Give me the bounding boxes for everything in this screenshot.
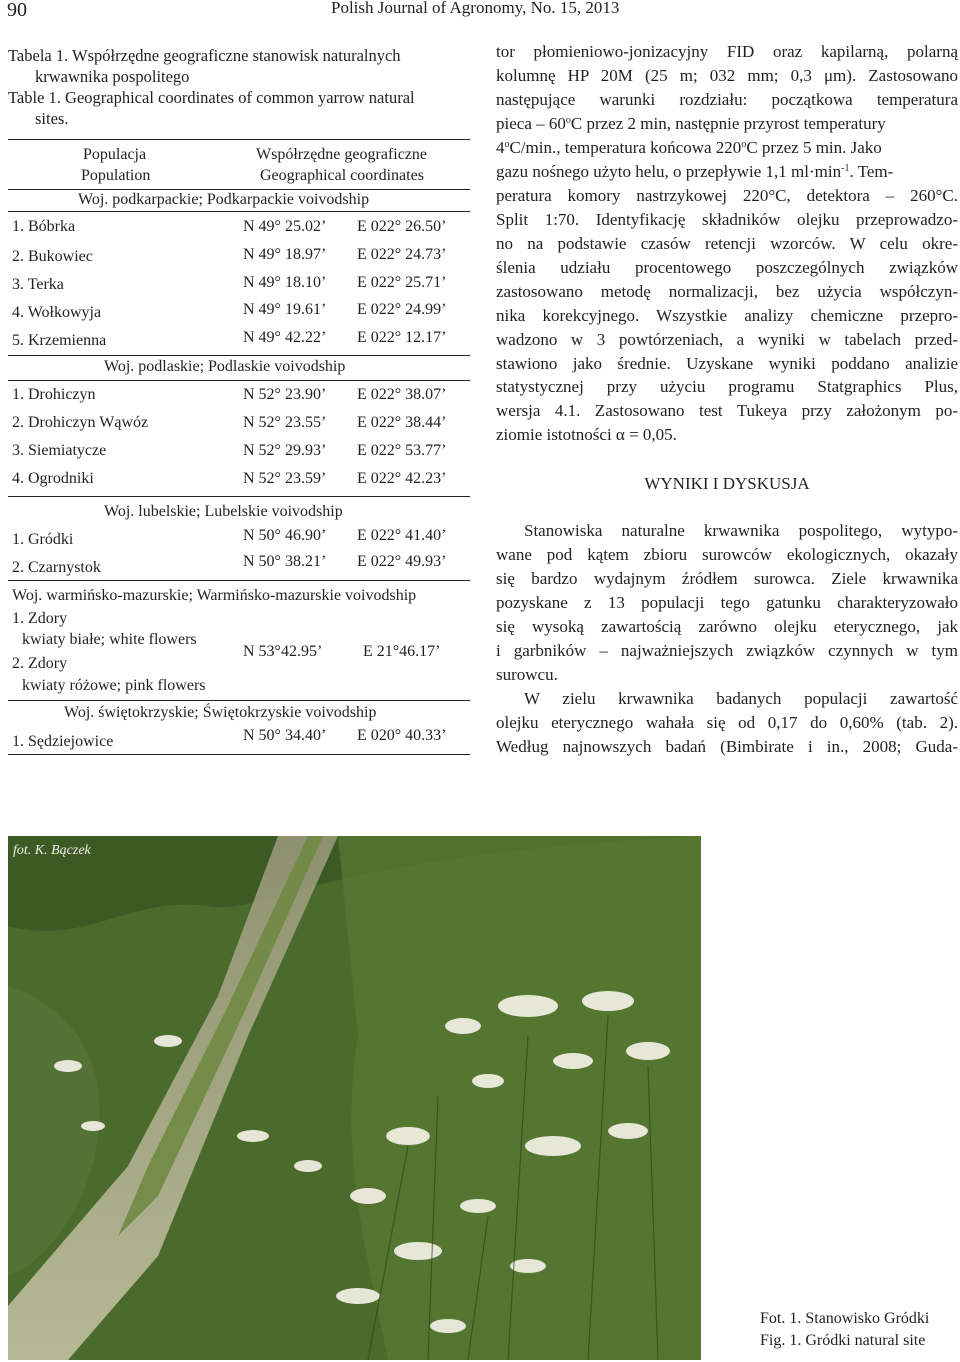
group-title-lubelskie: Woj. lubelskie; Lubelskie voivodship: [104, 503, 343, 520]
text-line: peratura komory nastrzykowej 220°C, detektora – 260°C.: [496, 186, 958, 205]
group-rule: [8, 380, 470, 381]
text-line: następujące warunki rozdziału: początkowa temperatura: [496, 90, 958, 109]
group-rule: [8, 211, 470, 212]
table-row-lon: E 022° 38.07’: [357, 386, 447, 403]
table-row-lat: N 52° 23.90’: [243, 386, 327, 403]
table-row-lat: N 50° 38.21’: [243, 553, 327, 570]
table-row-site: 2. Czarnystok: [12, 559, 101, 576]
table-row-lon: E 022° 12.17’: [357, 329, 447, 346]
journal-title: Polish Journal of Agronomy, No. 15, 2013: [331, 0, 620, 17]
table-caption-en-line2: sites.: [35, 109, 69, 128]
page-number: 90: [7, 0, 27, 21]
table-caption-pl-line2: krwawnika pospolitego: [35, 67, 190, 86]
table-row-site: 1. Gródki: [12, 531, 74, 548]
table-row-lon: E 022° 24.99’: [357, 301, 447, 318]
table-row-site: 2. Drohiczyn Wąwóz: [12, 414, 149, 431]
text-line: 4$^o$C/min., temperatura końcowa 220$^o$C przez 5 min. Jako: [496, 138, 882, 157]
text-line: statystycznej przy użyciu programu Statgraphics Plus,: [496, 377, 958, 396]
group-title-podlaskie: Woj. podlaskie; Podlaskie voivodship: [104, 358, 346, 375]
table-row-lon: E 022° 24.73’: [357, 246, 447, 263]
table-row-lat: N 52° 29.93’: [243, 442, 327, 459]
table-row-lat: N 49° 42.22’: [243, 329, 327, 346]
table-row-lon: E 022° 41.40’: [357, 527, 447, 544]
table-row-site: 3. Terka: [12, 276, 64, 293]
table-row-site: 4. Ogrodniki: [12, 470, 94, 487]
text-line: olejku eterycznego wahała się od 0,17 do 0,60% (tab. 2).: [496, 713, 958, 732]
table-row-site: 1. Bóbrka: [12, 218, 76, 235]
table-row-site: 2. Zdory: [12, 655, 68, 672]
header-population-en: Population: [81, 167, 151, 184]
table-row-note: kwiaty różowe; pink flowers: [22, 677, 206, 694]
table-bottom-rule: [8, 754, 470, 755]
table-row-lon: E 022° 38.44’: [357, 414, 447, 431]
text-line: wane pod kątem zbioru surowców ekologicznych, okazały: [496, 545, 958, 564]
figure-caption-en: Fig. 1. Gródki natural site: [760, 1332, 926, 1349]
text-line: zastosowano metodę normalizacji, bez użycia współczyn-: [496, 282, 958, 301]
text-line: gazu nośnego użyto helu, o przepływie 1,1 $ml\cdot\min^{-1}$. Tem-: [496, 162, 894, 181]
header-population-pl: Populacja: [83, 146, 147, 163]
text-line: Według najnowszych badań (Bimbirate i in., 2008; Guda-: [496, 737, 958, 756]
text-line: pieca – 60$^o$C przez 2 min, następnie przyrost temperatury: [496, 114, 886, 133]
text-line: się bardzo wydajnym źródłem surowca. Ziele krwawnika: [496, 569, 958, 588]
table-caption-pl-line1: Tabela 1. Współrzędne geograficzne stanowisk naturalnych: [8, 46, 401, 65]
table-row-lat: N 53°42.95’: [243, 643, 323, 660]
table-row-lon: E 022° 49.93’: [357, 553, 447, 570]
text-line: się wysoką zawartością zarówno olejku eterycznego, jak: [496, 617, 958, 636]
table-header-rule: [8, 189, 470, 190]
text-line: no na podstawie czasów retencji wzorców. W celu okre-: [496, 234, 958, 253]
section-heading: WYNIKI I DYSKUSJA: [644, 474, 810, 493]
table-row-site: 2. Bukowiec: [12, 248, 93, 265]
text-line: W zielu krwawnika badanych populacji zawartość: [524, 689, 958, 708]
group-title-swietokrzyskie: Woj. świętokrzyskie; Świętokrzyskie voivodship: [64, 704, 377, 721]
table-row-lat: N 49° 18.10’: [243, 274, 327, 291]
table-row-note: kwiaty białe; white flowers: [22, 631, 197, 648]
table-row-lon: E 022° 25.71’: [357, 274, 447, 291]
text-line: Stanowiska naturalne krwawnika pospolitego, wytypo-: [524, 521, 958, 540]
text-line: surowcu.: [496, 665, 558, 684]
header-coordinates-pl: Współrzędne geograficzne: [256, 146, 428, 163]
text-line: Split 1:70. Identyfikację składników olejku przeprowadzo-: [496, 210, 958, 229]
text-line: wersja 4.1. Zastosowano test Tukeya przy założonym po-: [496, 401, 958, 420]
table-row-lat: N 52° 23.59’: [243, 470, 327, 487]
group-rule: [8, 355, 470, 356]
photo-credit: fot. K. Bączek: [13, 843, 91, 858]
table-row-lat: N 50° 34.40’: [243, 727, 327, 744]
header-coordinates-en: Geographical coordinates: [260, 167, 424, 184]
text-line: nika korekcyjnego. Wszystkie analizy chemiczne przepro-: [496, 306, 958, 325]
group-rule: [8, 700, 470, 701]
text-line: wadzono w 3 powtórzeniach, a wyniki w tabelach przed-: [496, 330, 958, 349]
text-line: stawiono jako średnie. Uzyskane wyniki poddano analizie: [496, 354, 958, 373]
table-row-site: 4. Wołkowyja: [12, 304, 102, 321]
site-photo: [8, 836, 701, 1360]
meadow-illustration: [8, 836, 701, 1360]
table-row-lon: E 022° 26.50’: [357, 218, 447, 235]
table-row-lon: E 022° 53.77’: [357, 442, 447, 459]
table-row-lon: E 21°46.17’: [363, 643, 441, 660]
text-line: pozyskane z 13 populacji tego gatunku charakteryzowało: [496, 593, 958, 612]
table-row-site: 1. Drohiczyn: [12, 386, 96, 403]
table-row-lon: E 022° 42.23’: [357, 470, 447, 487]
table-top-rule: [8, 139, 470, 140]
table-row-site: 1. Sędziejowice: [12, 733, 114, 750]
table-row-lat: N 52° 23.55’: [243, 414, 327, 431]
table-row-site: 3. Siemiatycze: [12, 442, 107, 459]
table-caption-en-line1: Table 1. Geographical coordinates of common yarrow natural: [8, 88, 415, 107]
table-row-lat: N 50° 46.90’: [243, 527, 327, 544]
table-row-lat: N 49° 25.02’: [243, 218, 327, 235]
table-row-lat: N 49° 18.97’: [243, 246, 327, 263]
table-row-lat: N 49° 19.61’: [243, 301, 327, 318]
table-row-site: 1. Zdory: [12, 610, 68, 627]
group-title-warminsko-mazurskie: Woj. warmińsko-mazurskie; Warmińsko-mazurskie voivodship: [12, 587, 417, 604]
text-line: tor płomieniowo-jonizacyjny FID oraz kapilarną, polarną: [496, 42, 958, 61]
group-rule: [8, 580, 470, 581]
text-line: kolumnę HP 20M (25 m; 032 mm; 0,3 μm). Zastosowano: [496, 66, 958, 85]
group-title-podkarpackie: Woj. podkarpackie; Podkarpackie voivodship: [78, 191, 370, 208]
figure-caption-pl: Fot. 1. Stanowisko Gródki: [760, 1310, 930, 1327]
text-line: ziomie istotności α = 0,05.: [496, 425, 677, 444]
table-row-site: 5. Krzemienna: [12, 332, 107, 349]
text-line: ślenia udziału procentowego poszczególnych związków: [496, 258, 958, 277]
text-line: i garbników – najważniejszych związków czynnych w tym: [496, 641, 958, 660]
group-rule: [8, 496, 470, 497]
table-row-lon: E 020° 40.33’: [357, 727, 447, 744]
